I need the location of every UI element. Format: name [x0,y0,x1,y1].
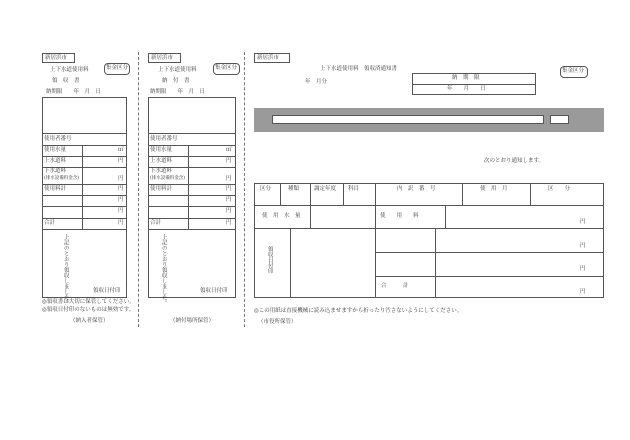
machine-read-note: ◎この用紙は直接機械に読み込ませますから折ったり汚さないようにしてください。 [254,308,463,314]
ocr-check-field [550,115,569,124]
col-detail-number: 内 訳 番 号 [397,186,436,192]
city-name: 新居浜市 [151,54,174,61]
grand-total-label: 合計 [44,220,56,226]
stamp-label: 領収日付印 [200,288,228,294]
notice-title: 上下水道使用料 領収済通知書 [320,66,398,72]
perforation-line [244,52,245,327]
sewer-fee-label: 下水道料 [44,168,67,174]
deadline-value: 年 月 日 [447,86,486,92]
category-label: 集金区分 [562,68,585,74]
notice-table [254,183,604,298]
water-fee-label: 上水道料 [150,158,173,164]
col-type: 種類 [288,186,300,192]
deadline-label: 納 期 限 [452,75,480,81]
keep-label: （納入者保管） [70,318,109,324]
user-number-label: 使用者番号 [150,135,178,142]
col-subject: 科目 [348,186,360,192]
stub-title: 上下水道使用料 [50,67,89,73]
payment-title: 納 付 書 [162,78,190,84]
col-usage-month: 使 用 月 [480,186,508,192]
year-month: 年 月分 [305,79,328,85]
city-name: 新居浜市 [45,54,68,61]
water-usage-label: 使用水量 [44,147,67,153]
col-fiscal-year: 調定年度 [314,186,337,192]
fee-label: 使 用 料 [380,213,419,219]
keep-label: （納付場所保管） [170,318,215,324]
water-usage-label: 使用水量 [150,147,173,153]
category-label: 集金区分 [106,65,129,71]
water-fee-label: 上水道料 [44,158,67,164]
deadline-text: 納期限 年 月 日 [150,89,206,95]
notice-text: 次のとおり通知します。 [484,158,545,164]
col-division: 区 分 [548,186,571,192]
city-name: 新居浜市 [257,54,280,61]
col-category: 区分 [260,186,272,192]
receipt-title: 領 収 書 [52,78,80,84]
fee-total-label: 使用料計 [44,186,67,192]
usage-label: 使 用 水 量 [262,213,301,219]
note-1: ◎領収書は大切に保管してください。 [42,299,135,305]
stamp-text: 上記のとおり領収しました。 [160,234,167,306]
stamp-label: 領収日付印 [93,288,121,294]
perforation-line [138,52,139,327]
total-label: 合 計 [381,283,409,289]
deadline-text: 納期限 年 月 日 [46,89,102,95]
sewer-fee-label: 下水道料 [150,168,173,174]
fee-total-label: 使用料計 [150,186,173,192]
grand-total-label: 合計 [150,220,162,226]
stamp-label: 領収日付印 [266,246,273,274]
ocr-field [272,115,544,124]
category-label: 集金区分 [215,65,238,71]
keep-label: （市役所保管） [258,319,297,325]
user-number-label: 使用者番号 [44,135,72,142]
stamp-text: 上記のとおり領収しました。 [62,234,69,306]
note-2: ◎領収日付印のないものは無効です。 [42,307,135,313]
stub-title: 上下水道使用料 [158,67,197,73]
